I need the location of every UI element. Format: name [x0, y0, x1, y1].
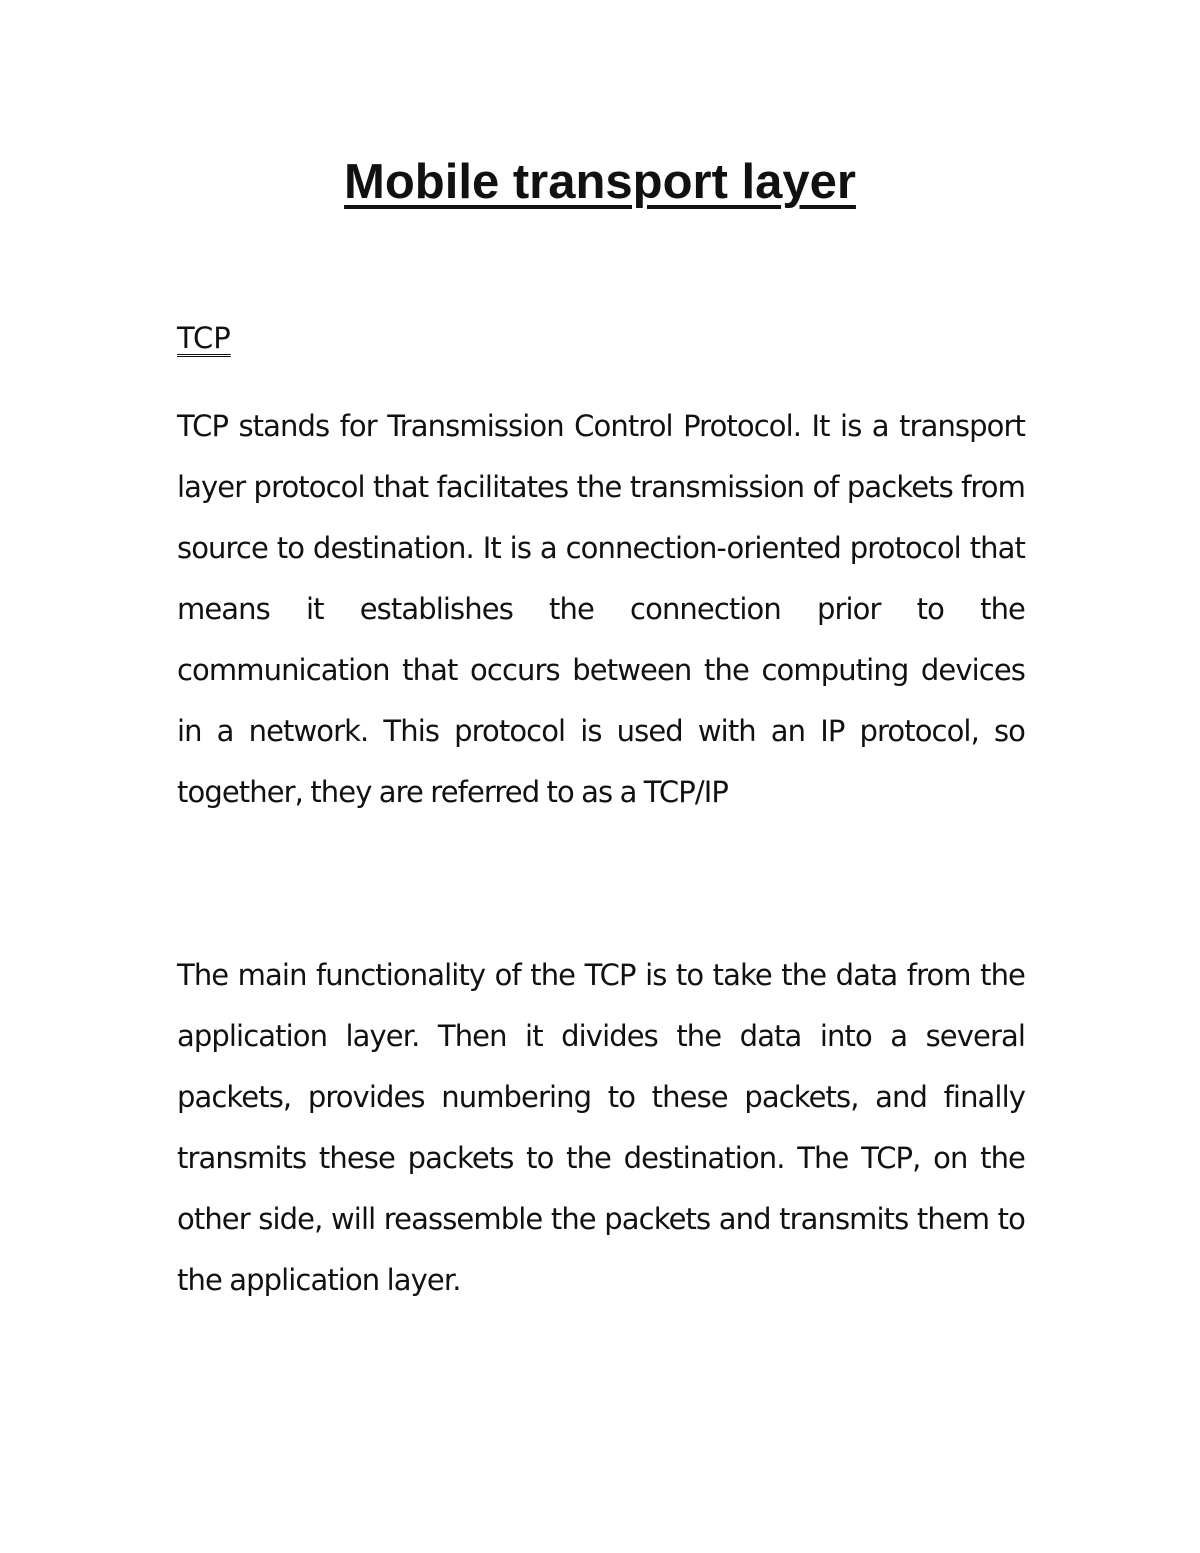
paragraph-tcp-functionality: The main functionality of the TCP is to take the data from the application layer. Then it divides the data into a several packets, provides numbering to these packets, and finally transmits these packets to the destination. The TCP, on the other side, will reassemble the packets and transmits them to the application layer.	[177, 958, 1025, 1297]
document-title	[0, 150, 1200, 214]
paragraph-tcp-definition: TCP stands for Transmission Control Protocol. It is a transport layer protocol that facilitates the transmission of packets from source to destination. It is a connection-oriented protocol that means it establishes the connection prior to the communication that occurs between the computing devices in a network. This protocol is used with an IP protocol, so together, they are referred to as a TCP/IP	[177, 409, 1025, 809]
section-heading-tcp: TCP	[177, 321, 231, 355]
document-title-text: Mobile transport layer	[344, 155, 856, 209]
